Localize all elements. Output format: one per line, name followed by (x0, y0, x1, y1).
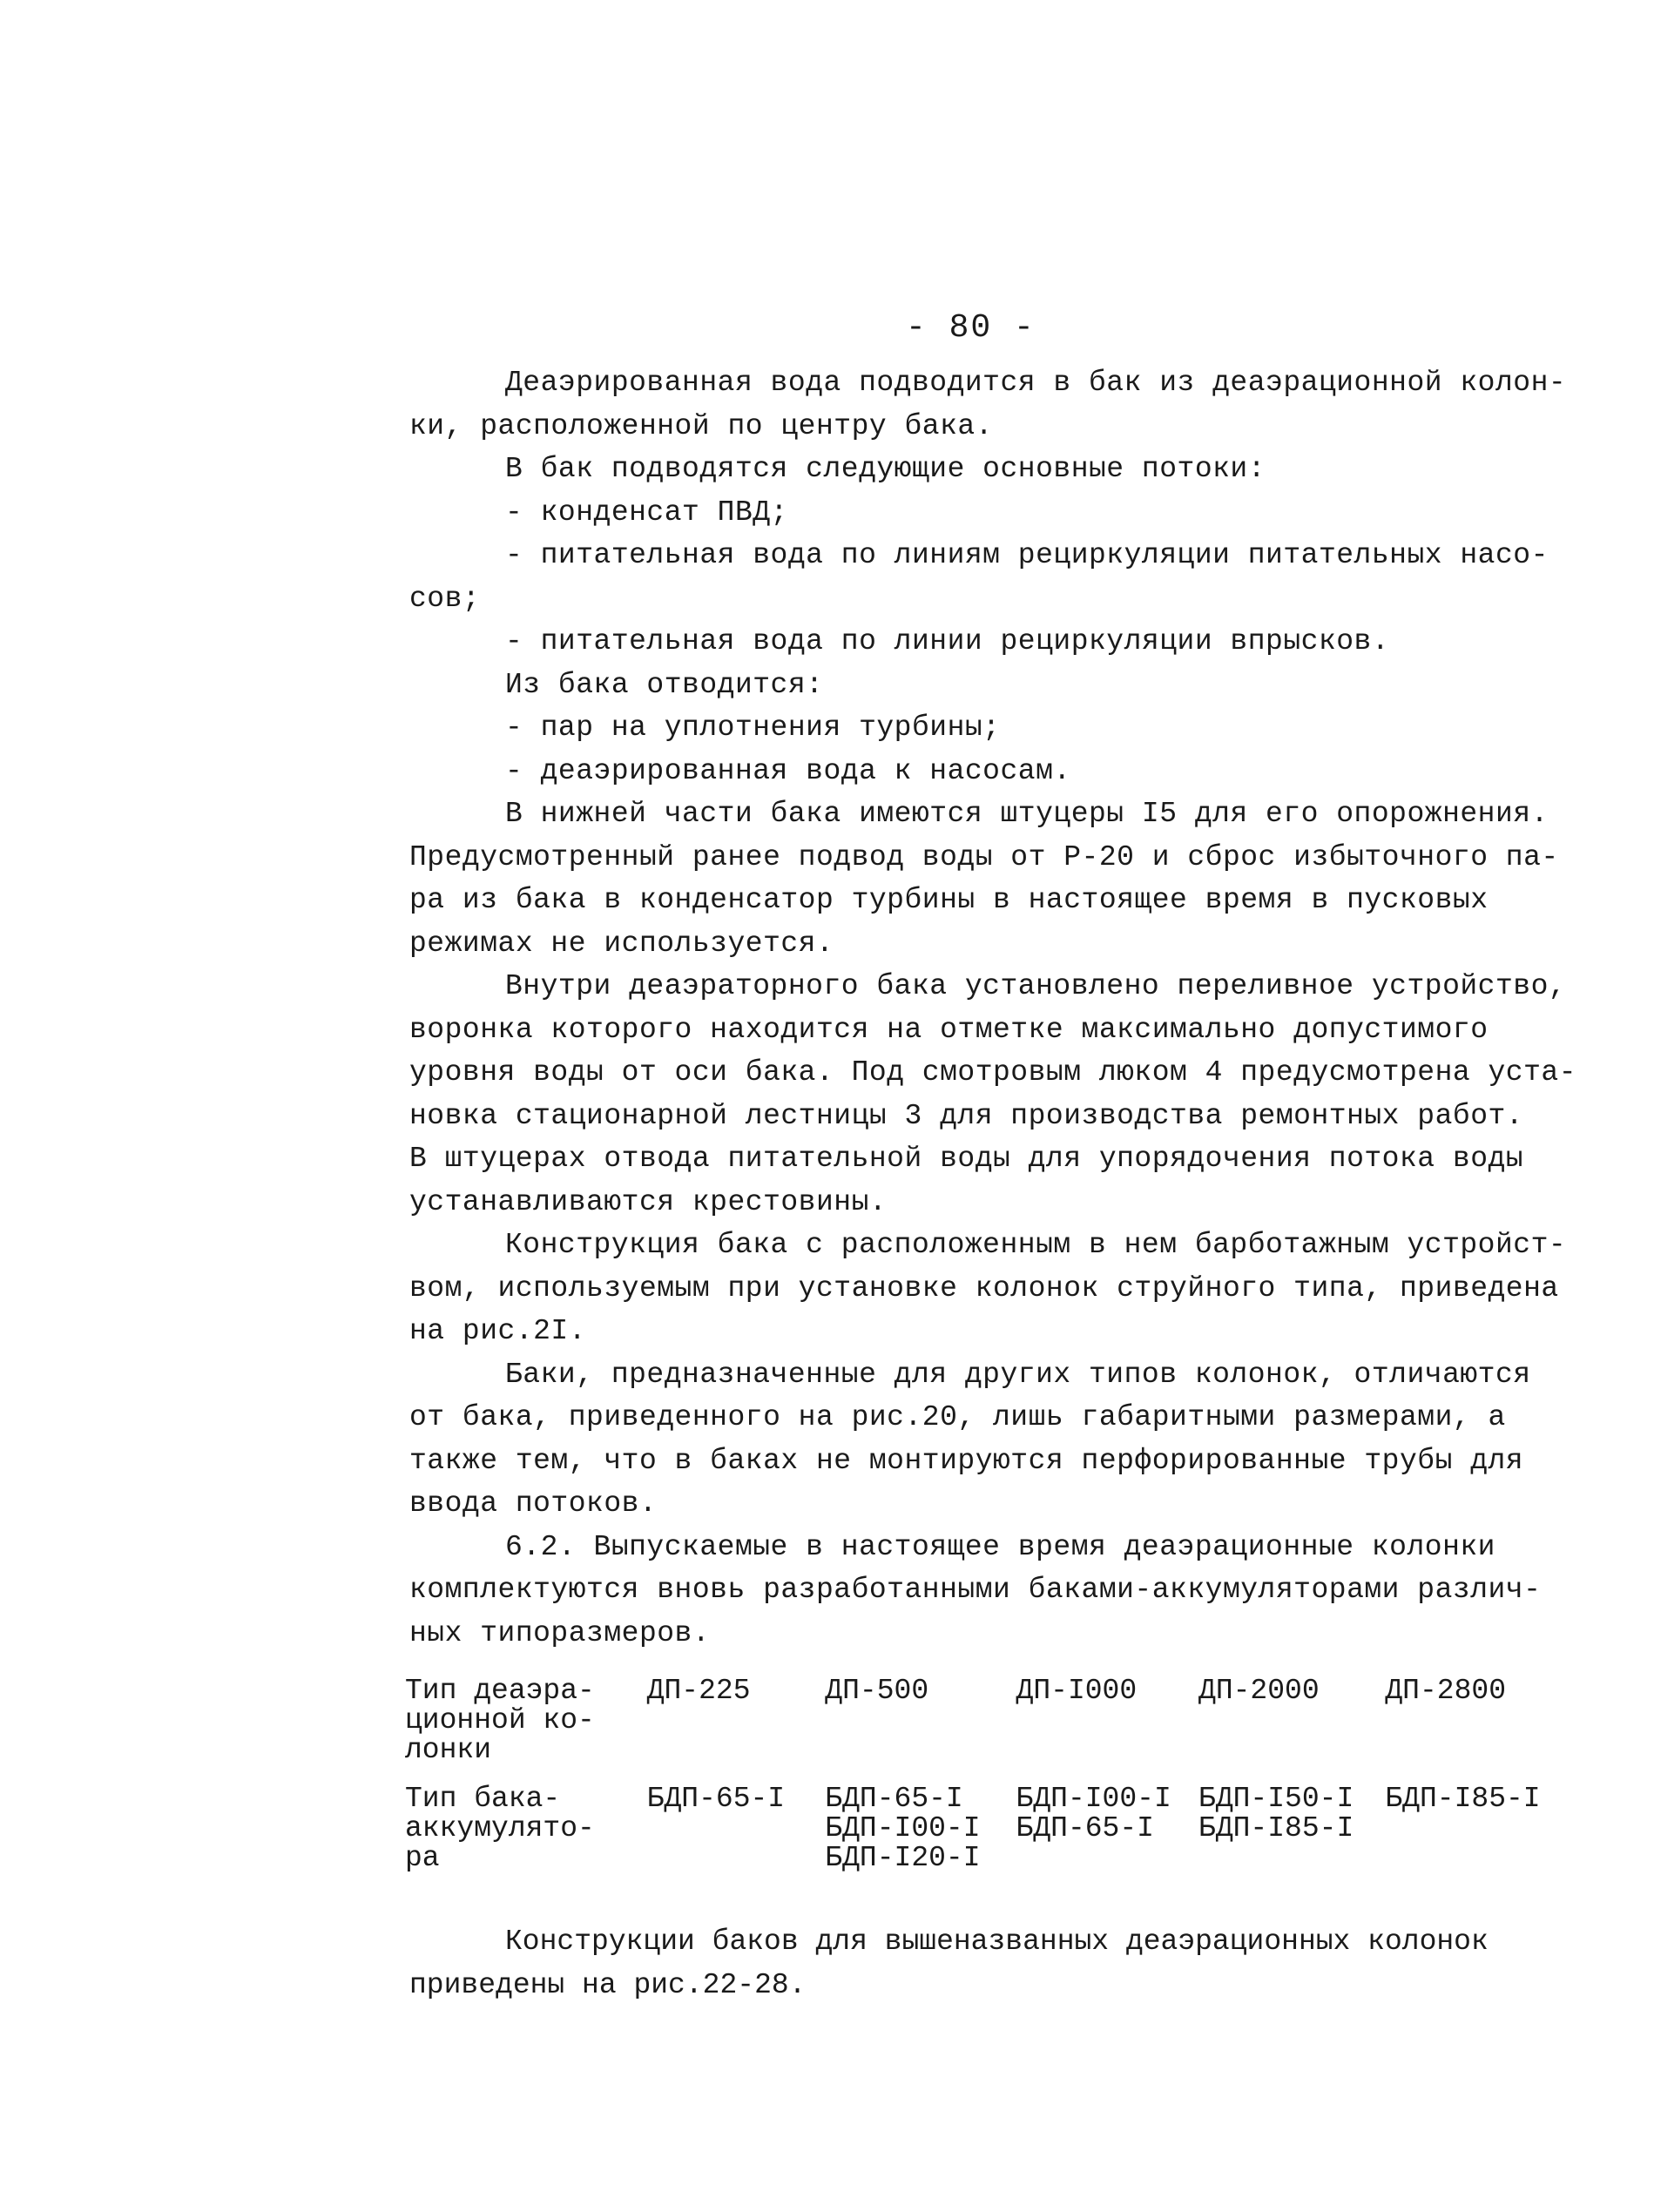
text-line: приведены на рис.22-28. (409, 1968, 807, 2001)
text-line: устанавливаются крестовины. (409, 1185, 888, 1218)
row-header-column-type (405, 1676, 647, 1765)
text-line: воронка которого находится на отметке максимально допустимого (409, 1013, 1489, 1046)
cell-value: БДП-65-I (1016, 1812, 1154, 1844)
text-line: ных типоразмеров. (409, 1616, 711, 1649)
cell-value: ДП-225 (646, 1675, 751, 1707)
text-line: В нижней части бака имеются штуцеры I5 для его опорожнения. (505, 798, 1549, 830)
text-line: - деаэрированная вода к насосам. (505, 754, 1071, 787)
text-line: - питательная вода по линии рециркуляции впрысков. (505, 625, 1390, 658)
text-line: В бак подводятся следующие основные потоки: (505, 453, 1266, 485)
cell-value: БДП-I85-I (1385, 1783, 1541, 1815)
body-text (409, 361, 1577, 1655)
table-cell (1198, 1784, 1385, 1873)
text-line: комплектуются вновь разработанными баками-аккумуляторами различ- (409, 1574, 1542, 1606)
header-cell-line: Тип бака- (405, 1783, 561, 1815)
text-line: Конструкция бака с расположенным в нем барботажным устройст- (505, 1229, 1567, 1261)
cell-value: БДП-65-I (825, 1783, 963, 1815)
text-line: сов; (409, 582, 481, 615)
text-line: уровня воды от оси бака. Под смотровым люком 4 предусмотрена уста- (409, 1056, 1577, 1089)
table-cell (1198, 1676, 1385, 1765)
text-line: - питательная вода по линиям рециркуляции питательных насо- (505, 539, 1549, 571)
text-line: В штуцерах отвода питательной воды для упорядочения потока воды (409, 1143, 1524, 1175)
text-line: Из бака отводится: (505, 668, 824, 701)
text-line: ра из бака в конденсатор турбины в настоящее время в пусковых (409, 884, 1489, 916)
header-cell-line: Тип деаэра- (405, 1675, 595, 1707)
text-line: Внутри деаэраторного бака установлено переливное устройство, (505, 970, 1567, 1002)
table-cell (647, 1784, 826, 1873)
table-row (405, 1676, 1563, 1765)
text-line: Конструкции баков для вышеназванных деаэрационных колонок (505, 1925, 1489, 1958)
text-line: от бака, приведенного на рис.20, лишь габаритными размерами, а (409, 1401, 1506, 1433)
text-line: - конденсат ПВД; (505, 496, 788, 529)
text-line: Деаэрированная вода подводится в бак из деаэрационной колон- (505, 367, 1567, 399)
table-cell (1385, 1784, 1563, 1873)
table-row (405, 1784, 1563, 1873)
footer-text (409, 1920, 1559, 2006)
cell-value: ДП-2800 (1385, 1675, 1506, 1707)
text-line: ввода потоков. (409, 1487, 658, 1520)
text-line: Предусмотренный ранее подвод воды от Р-20 и сброс избыточного па- (409, 840, 1559, 873)
text-line: также тем, что в баках не монтируются перфорированные трубы для (409, 1444, 1524, 1477)
text-line: на рис.2I. (409, 1315, 587, 1347)
header-cell-line: ционной ко- (405, 1704, 595, 1737)
text-line: 6.2. Выпускаемые в настоящее время деаэрационные колонки (505, 1530, 1495, 1563)
header-cell-line: аккумулято- (405, 1812, 595, 1844)
text-line: - пар на уплотнения турбины; (505, 711, 1001, 744)
cell-value: БДП-I00-I (825, 1812, 981, 1844)
table-cell (825, 1784, 1016, 1873)
table-cell (1385, 1676, 1563, 1765)
header-cell-line: лонки (405, 1734, 492, 1766)
table-cell (647, 1676, 826, 1765)
text-line: Баки, предназначенные для других типов колонок, отличаются (505, 1358, 1531, 1391)
cell-value: БДП-I20-I (825, 1842, 981, 1874)
text-line: ки, расположенной по центру бака. (409, 409, 994, 442)
cell-value: БДП-I85-I (1198, 1812, 1354, 1844)
page-number: - 80 - (906, 309, 1036, 347)
cell-value: БДП-I00-I (1016, 1783, 1171, 1815)
cell-value: ДП-I000 (1016, 1675, 1138, 1707)
text-line: режимах не используется. (409, 927, 834, 960)
cell-value: ДП-500 (825, 1675, 929, 1707)
cell-value: БДП-I50-I (1198, 1783, 1354, 1815)
tank-type-table (405, 1676, 1563, 1873)
header-cell-line: ра (405, 1842, 440, 1874)
table-cell (1016, 1676, 1198, 1765)
row-header-tank-type (405, 1784, 647, 1873)
cell-value: ДП-2000 (1198, 1675, 1320, 1707)
table-cell (1016, 1784, 1198, 1873)
cell-value: БДП-65-I (646, 1783, 786, 1815)
text-line: вом, используемым при установке колонок струйного типа, приведена (409, 1271, 1559, 1305)
table-cell (825, 1676, 1016, 1765)
text-line: новка стационарной лестницы 3 для производства ремонтных работ. (409, 1099, 1524, 1132)
